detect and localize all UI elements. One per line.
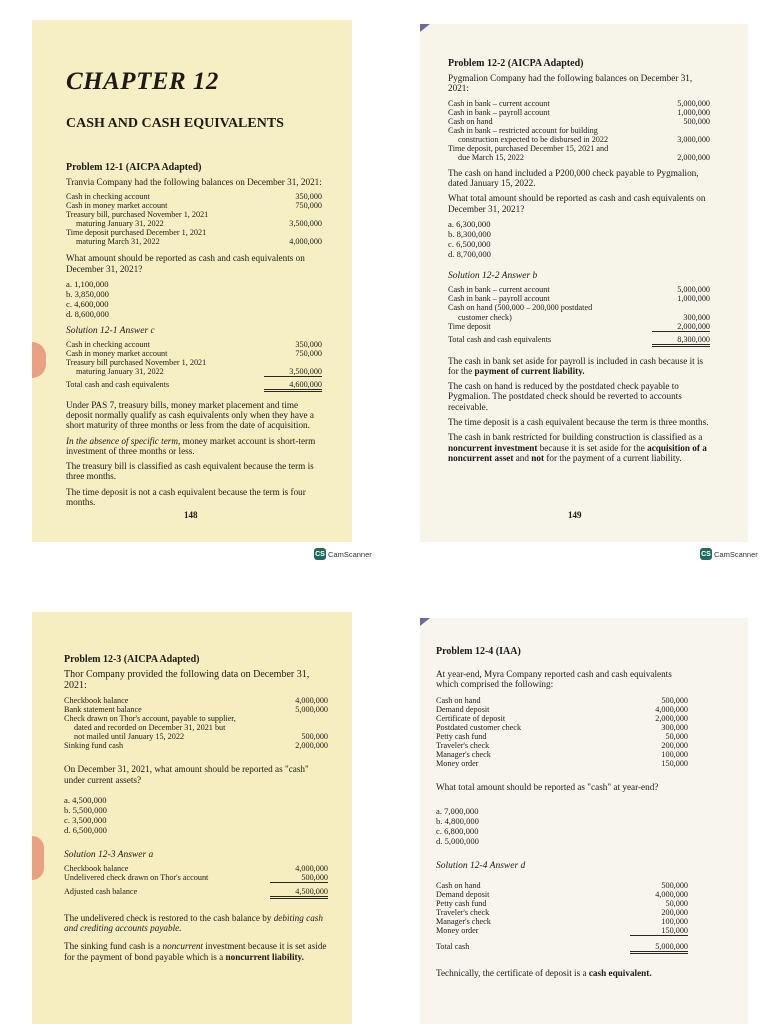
solution-title: Solution 12-4 Answer d bbox=[436, 860, 526, 871]
camscanner-logo-icon: CS bbox=[700, 548, 712, 560]
list-item: Cash on hand 500,000 bbox=[448, 116, 710, 126]
problem-intro: Thor Company provided the following data on December 31, 2021: bbox=[64, 669, 310, 692]
problem-title: Problem 12-2 (AICPA Adapted) bbox=[448, 58, 584, 69]
explanation: The sinking fund cash is a noncurrent investment because it is set aside for the payment of bond payable which is a noncurrent liability. bbox=[64, 941, 327, 962]
solution-list bbox=[66, 340, 322, 392]
list-item: not mailed until January 15, 2022 500,000 bbox=[74, 732, 328, 742]
list-item: Cash in bank – current account 5,000,000 bbox=[448, 285, 710, 295]
balance-list bbox=[66, 192, 322, 246]
list-item: Demand deposit 4,000,000 bbox=[436, 889, 688, 899]
list-item: Cash on hand 500,000 bbox=[436, 880, 688, 890]
list-item: Manager's check 100,000 bbox=[436, 749, 688, 759]
explanation: The cash in bank set aside for payroll is included in cash because it is for the payment of current liability. bbox=[448, 355, 704, 376]
problem-title: Problem 12-4 (IAA) bbox=[436, 646, 521, 657]
list-item: Sinking fund cash 2,000,000 bbox=[64, 741, 328, 751]
list-item: Traveler's check 200,000 bbox=[436, 907, 688, 917]
choice: a. 7,000,000 bbox=[436, 806, 479, 817]
page-number: 149 bbox=[568, 510, 582, 520]
thumb-shadow bbox=[32, 836, 44, 880]
explanation: The treasury bill is classified as cash equivalent because the term is three months. bbox=[66, 461, 314, 482]
choice: d. 5,000,000 bbox=[436, 836, 479, 847]
question: On December 31, 2021, what amount should be reported as "cash" under current assets? bbox=[64, 764, 309, 785]
solution-title: Solution 12-2 Answer b bbox=[448, 271, 538, 282]
list-item: due March 15, 2022 2,000,000 bbox=[458, 152, 710, 162]
list-item: Treasury bill, purchased November 1, 2021 bbox=[66, 210, 209, 220]
list-item: Money order 150,000 bbox=[436, 758, 688, 768]
list-item: Certificate of deposit 2,000,000 bbox=[436, 713, 688, 723]
problem-12-1 bbox=[66, 162, 322, 512]
list-item: Check drawn on Thor's account, payable to supplier, bbox=[64, 714, 236, 724]
balance-list bbox=[436, 696, 688, 768]
page-number: 148 bbox=[184, 510, 198, 520]
list-item: Money order 150,000 bbox=[436, 925, 688, 935]
list-item: Time deposit 2,000,000 bbox=[448, 321, 710, 331]
solution-list bbox=[448, 285, 710, 346]
problem-title: Problem 12-1 (AICPA Adapted) bbox=[66, 162, 202, 173]
list-item: Petty cash fund 50,000 bbox=[436, 731, 688, 741]
total-row: Total cash and cash equivalents 4,600,000 bbox=[66, 380, 322, 392]
camscanner-watermark: CS CamScanner bbox=[701, 549, 758, 559]
problem-12-4 bbox=[436, 646, 688, 983]
list-item: Cash on hand (500,000 – 200,000 postdated bbox=[448, 303, 593, 313]
choice: c. 6,800,000 bbox=[436, 826, 479, 837]
list-item: Postdated customer check 300,000 bbox=[436, 722, 688, 732]
balance-list bbox=[64, 696, 328, 750]
choice: b. 3,850,000 bbox=[66, 289, 109, 300]
choice: b. 4,800,000 bbox=[436, 816, 479, 827]
solution-title: Solution 12-1 Answer c bbox=[66, 325, 155, 336]
choices bbox=[448, 219, 710, 260]
explanation: The cash in bank restricted for building construction is classified as a noncurrent investment because it is set aside for the acquisition of a noncurrent asset and not for the payment of a current liability. bbox=[448, 432, 707, 463]
choice: a. 1,100,000 bbox=[66, 278, 109, 289]
choice: c. 6,500,000 bbox=[448, 239, 491, 250]
explanation: The cash on hand is reduced by the postdated check payable to Pygmalion. The postdated check should be reverted to accounts receivable. bbox=[448, 381, 682, 412]
page-151 bbox=[420, 618, 748, 1024]
solution-title: Solution 12-3 Answer a bbox=[64, 849, 154, 860]
chapter-title: CASH AND CASH EQUIVALENTS bbox=[66, 116, 284, 131]
solution-list bbox=[64, 864, 328, 899]
list-item: Traveler's check 200,000 bbox=[436, 740, 688, 750]
explanation: The time deposit is a cash equivalent because the term is three months. bbox=[448, 417, 709, 428]
list-item: maturing January 31, 2022 3,500,000 bbox=[76, 366, 322, 376]
corner-mark bbox=[420, 24, 430, 32]
total-row: Total cash and cash equivalents 8,300,000 bbox=[448, 335, 710, 347]
list-item: Time deposit purchased December 1, 2021 bbox=[66, 228, 207, 238]
list-item: Undelivered check drawn on Thor's account 500,000 bbox=[64, 872, 328, 882]
list-item: Cash in bank – payroll account 1,000,000 bbox=[448, 294, 710, 304]
list-item: Demand deposit 4,000,000 bbox=[436, 704, 688, 714]
list-item: Cash in money market account 750,000 bbox=[66, 348, 322, 358]
explanation: Technically, the certificate of deposit is a cash equivalent. bbox=[436, 967, 652, 978]
list-item: maturing January 31, 2022 3,500,000 bbox=[76, 219, 322, 229]
choice: d. 8,600,000 bbox=[66, 309, 109, 320]
list-item: Petty cash fund 50,000 bbox=[436, 898, 688, 908]
list-item: Cash in bank – restricted account for building bbox=[448, 125, 598, 135]
choice: b. 5,500,000 bbox=[64, 805, 107, 816]
list-item: maturing March 31, 2022 4,000,000 bbox=[76, 237, 322, 247]
corner-mark bbox=[420, 618, 430, 626]
list-item: construction expected to be disbursed in 2022 3,000,000 bbox=[458, 134, 710, 144]
chapter-heading: CHAPTER 12 bbox=[66, 68, 219, 95]
list-item: Checkbook balance 4,000,000 bbox=[64, 696, 328, 706]
problem-intro: Tranvia Company had the following balances on December 31, 2021: bbox=[66, 177, 322, 187]
list-item: Cash in bank – current account 5,000,000 bbox=[448, 98, 710, 108]
explanation: The undelivered check is restored to the cash balance by debiting cash and crediting accounts payable. bbox=[64, 912, 323, 933]
list-item: Checkbook balance 4,000,000 bbox=[64, 863, 328, 873]
choice: c. 3,500,000 bbox=[64, 815, 107, 826]
solution-list bbox=[436, 881, 688, 954]
problem-intro: Pygmalion Company had the following balances on December 31, 2021: bbox=[448, 73, 693, 94]
balance-list bbox=[448, 99, 710, 162]
list-item: Treasury bill purchased November 1, 2021 bbox=[66, 357, 207, 367]
choices bbox=[64, 795, 328, 836]
problem-12-2 bbox=[448, 58, 710, 468]
choice: a. 4,500,000 bbox=[64, 795, 107, 806]
list-item: Cash on hand 500,000 bbox=[436, 695, 688, 705]
total-row: Total cash 5,000,000 bbox=[436, 942, 688, 954]
question: What total amount should be reported as cash and cash equivalents on December 31, 2021? bbox=[448, 193, 706, 214]
choice: d. 6,500,000 bbox=[64, 825, 107, 836]
list-item: Cash in bank – payroll account 1,000,000 bbox=[448, 107, 710, 117]
choice: c. 4,600,000 bbox=[66, 299, 109, 310]
explanation: The time deposit is not a cash equivalent because the term is four months. bbox=[66, 486, 306, 507]
page-149 bbox=[420, 24, 748, 542]
problem-12-3 bbox=[64, 654, 328, 967]
list-item: Cash in checking account 350,000 bbox=[66, 192, 322, 202]
total-row: Adjusted cash balance 4,500,000 bbox=[64, 887, 328, 899]
question: What amount should be reported as cash and cash equivalents on December 31, 2021? bbox=[66, 253, 305, 274]
problem-title: Problem 12-3 (AICPA Adapted) bbox=[64, 654, 200, 665]
thumb-shadow bbox=[32, 342, 46, 378]
list-item: Cash in money market account 750,000 bbox=[66, 201, 322, 211]
list-item: dated and recorded on December 31, 2021 but bbox=[74, 723, 226, 733]
explanation: In the absence of specific term, money market account is short-term investment of three months or less. bbox=[66, 435, 316, 456]
list-item: Time deposit, purchased December 15, 2021 and bbox=[448, 143, 609, 153]
note: The cash on hand included a P200,000 check payable to Pygmalion, dated January 15, 2022. bbox=[448, 167, 699, 188]
problem-intro: At year-end, Myra Company reported cash and cash equivalents which comprised the following: bbox=[436, 669, 672, 690]
choices bbox=[66, 279, 322, 320]
camscanner-logo-icon: CS bbox=[314, 548, 326, 560]
explanation: Under PAS 7, treasury bills, money market placement and time deposit normally qualify as cash equivalents only when they have a short maturity of three months or less from the date of acquisition. bbox=[66, 399, 314, 431]
choices bbox=[436, 806, 688, 847]
choice: a. 6,300,000 bbox=[448, 218, 491, 229]
list-item: Manager's check 100,000 bbox=[436, 916, 688, 926]
list-item: Bank statement balance 5,000,000 bbox=[64, 705, 328, 715]
list-item: customer check) 300,000 bbox=[458, 312, 710, 322]
list-item: Cash in checking account 350,000 bbox=[66, 339, 322, 349]
page-148 bbox=[32, 20, 352, 542]
page-150 bbox=[32, 612, 352, 1024]
choice: d. 8,700,000 bbox=[448, 249, 491, 260]
camscanner-watermark: CS CamScanner bbox=[315, 549, 372, 559]
choice: b. 8,300,000 bbox=[448, 229, 491, 240]
question: What total amount should be reported as "cash" at year-end? bbox=[436, 781, 659, 792]
